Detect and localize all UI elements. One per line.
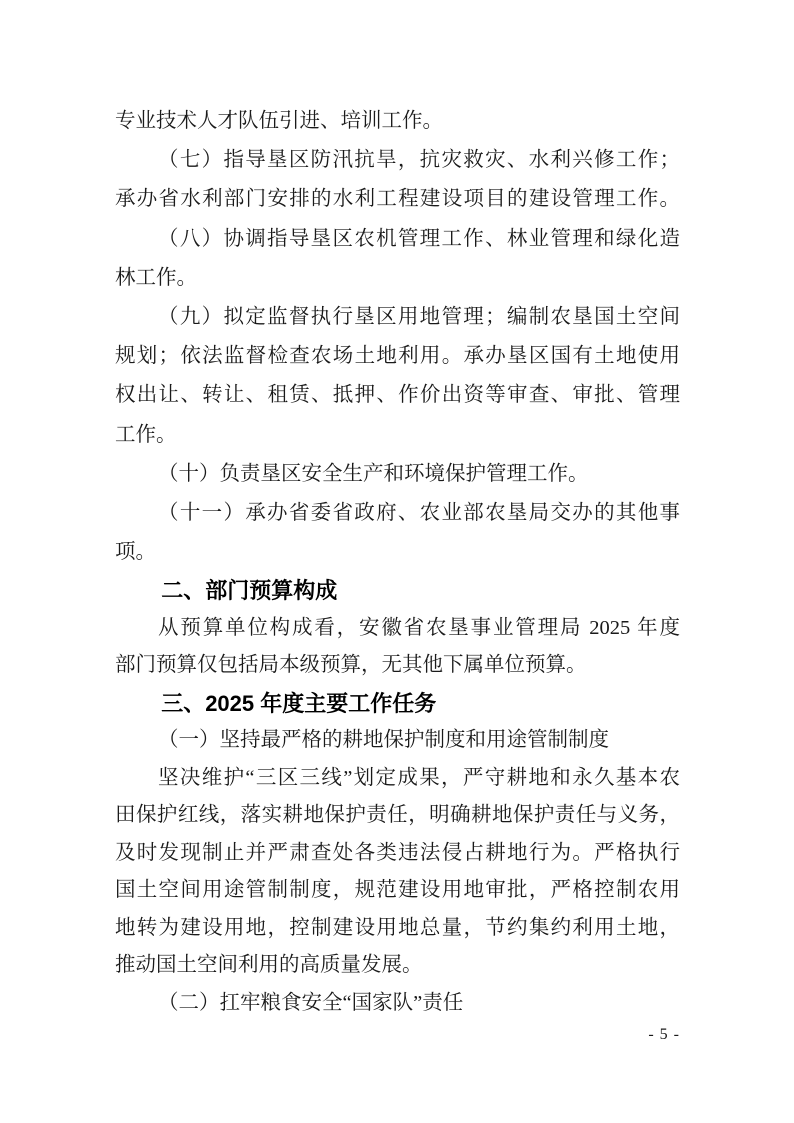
text-line: 地转为建设用地，控制建设用地总量，节约集约利用土地， (115, 916, 680, 939)
text-line: （八）协调指导垦区农机管理工作、林业管理和绿化造 (158, 227, 680, 250)
text-line: 推动国土空间利用的高质量发展。 (115, 954, 423, 977)
text-line: 坚决维护“三区三线”划定成果，严守耕地和永久基本农 (158, 766, 680, 789)
text-line: 田保护红线，落实耕地保护责任，明确耕地保护责任与义务， (115, 804, 680, 827)
subsection-heading-grain-security: （二）扛牢粮食安全“国家队”责任 (158, 991, 464, 1014)
text-line: 部门预算仅包括局本级预算，无其他下属单位预算。 (115, 654, 587, 677)
text-line: 承办省水利部门安排的水利工程建设项目的建设管理工作。 (115, 188, 680, 211)
text-line: 权出让、转让、租赁、抵押、作价出资等审查、审批、管理 (115, 384, 680, 407)
text-line: （十一）承办省委省政府、农业部农垦局交办的其他事 (158, 501, 680, 524)
text-line: 规划；依法监督检查农场土地利用。承办垦区国有土地使用 (115, 345, 680, 368)
text-line: 林工作。 (115, 266, 197, 289)
text-line: （九）拟定监督执行垦区用地管理；编制农垦国土空间 (158, 305, 680, 328)
text-line: 工作。 (115, 423, 177, 446)
section-heading-budget-composition: 二、部门预算构成 (161, 578, 338, 604)
text-line: 项。 (115, 541, 156, 564)
text-line: 及时发现制止并严肃查处各类违法侵占耕地行为。严格执行 (115, 841, 680, 864)
text-line: 专业技术人才队伍引进、培训工作。 (115, 110, 443, 132)
text-line: （十）负责垦区安全生产和环境保护管理工作。 (158, 462, 589, 485)
subsection-heading-land-protection: （一）坚持最严格的耕地保护制度和用途管制制度 (158, 729, 610, 752)
section-heading-2025-tasks: 三、2025 年度主要工作任务 (161, 690, 437, 716)
document-body (115, 102, 680, 1022)
text-line: 国土空间用途管制制度，规范建设用地审批，严格控制农用 (115, 879, 680, 902)
page-number: - 5 - (648, 1026, 680, 1043)
text-line: 从预算单位构成看，安徽省农垦事业管理局 2025 年度 (158, 616, 680, 639)
text-line: （七）指导垦区防汛抗旱，抗灾救灾、水利兴修工作； (158, 149, 680, 172)
